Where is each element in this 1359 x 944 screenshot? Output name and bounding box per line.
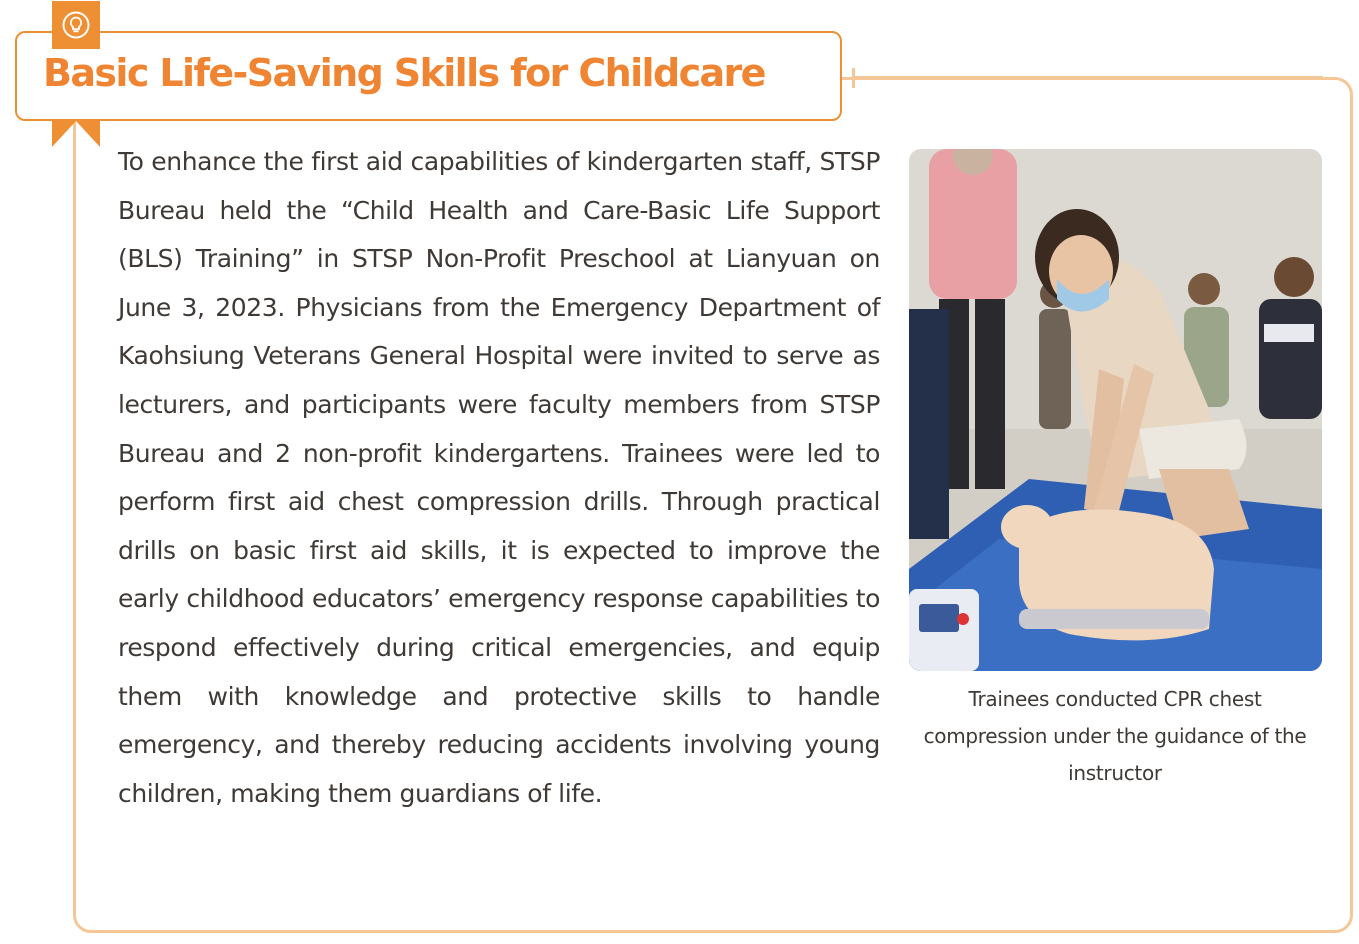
cpr-training-photo (909, 149, 1322, 671)
lightbulb-icon (61, 10, 91, 40)
ribbon-tail (52, 121, 100, 147)
photo-caption: Trainees conducted CPR chest compression under the guidance of the instructor (923, 687, 1307, 785)
header-connector-tick (852, 68, 855, 88)
article-title: Basic Life-Saving Skills for Childcare (43, 51, 765, 95)
header-connector-line (853, 76, 1323, 79)
lightbulb-badge (52, 1, 100, 49)
article-body: To enhance the first aid capabilities of kindergarten staff, STSP Bureau held the “Child Health and Care-Basic Life Support (BLS) Training” in STSP Non-Profit Preschool at Lianyuan on June 3, 2023. Physicians from the Emergency Department of Kaohsiung Veterans General Hospital were invited to serve as lecturers, and participants were faculty members from STSP Bureau and 2 non-profit kindergartens. Trainees were led to perform first aid chest compression drills. Through practical drills on basic first aid skills, it is expected to improve the early childhood educators’ emergency response capabilities to respond effectively during critical emergencies, and equip them with knowledge and protective skills to handle emergency, and thereby reducing accidents involving young children, making them guardians of life. (118, 147, 880, 808)
